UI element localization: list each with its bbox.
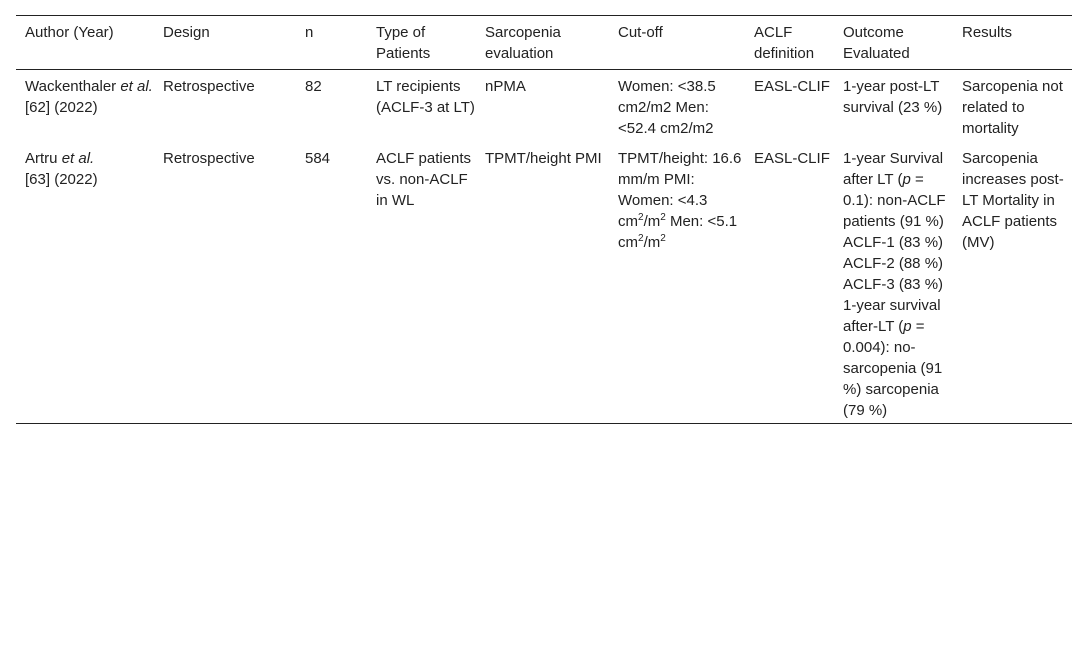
- cell-author: [16, 70, 154, 143]
- cutoff-superscript: 2: [660, 212, 666, 223]
- cutoff-superscript: 2: [638, 233, 644, 244]
- cell-outcome: 1-year post-LT survival (23 %): [843, 78, 943, 116]
- cell-results: Sarcopenia increases post-LT Mortality in ACLF patients (MV): [962, 150, 1064, 251]
- p-value-symbol: p: [903, 318, 912, 335]
- header-patients: Type of Patients: [376, 24, 431, 62]
- cutoff-text: TPMT/height: 16.6 mm/m PMI: Women: <4.3 cm: [618, 150, 742, 230]
- cutoff-text: Men: <5.1 cm: [618, 213, 738, 251]
- cell-aclf-definition: EASL-CLIF: [754, 78, 830, 95]
- cell-results: Sarcopenia not related to mortality: [962, 78, 1063, 137]
- author-ref: [62]: [25, 99, 51, 116]
- author-name: Artru: [25, 150, 62, 167]
- cell-evaluation: TPMT/height PMI: [485, 150, 602, 167]
- study-table-container: [16, 15, 1072, 424]
- cell-aclf-definition: EASL-CLIF: [754, 150, 830, 167]
- header-evaluation: Sarcopenia evaluation: [485, 24, 561, 62]
- cell-cutoff: [609, 142, 745, 424]
- cell-n: 584: [305, 150, 331, 167]
- cell-patients: LT recipients (ACLF-3 at LT): [376, 78, 475, 116]
- cutoff-superscript: 2: [638, 212, 644, 223]
- cell-author: [16, 142, 154, 424]
- p-value-symbol: p: [902, 171, 911, 188]
- cell-cutoff: Women: <38.5 cm2/m2 Men: <52.4 cm2/m2: [618, 78, 716, 137]
- header-cutoff: Cut-off: [618, 24, 663, 41]
- header-aclf-definition: ACLF definition: [754, 24, 815, 62]
- header-results: Results: [962, 24, 1013, 41]
- author-etal: et al.: [61, 150, 95, 167]
- header-outcome: Outcome Evaluated: [843, 24, 910, 62]
- table-row: [16, 142, 1072, 424]
- cell-design: Retrospective: [163, 78, 255, 95]
- cutoff-text: /m: [643, 213, 661, 230]
- author-ref: [63]: [25, 171, 51, 188]
- cell-outcome: [834, 142, 953, 424]
- cutoff-text: /m: [643, 234, 661, 251]
- cell-evaluation: nPMA: [485, 78, 526, 95]
- header-n: n: [305, 24, 314, 41]
- cell-n: 82: [305, 78, 322, 95]
- cell-patients: ACLF patients vs. non-ACLF in WL: [376, 150, 472, 209]
- header-author: Author (Year): [25, 24, 114, 41]
- outcome-text: = 0.004): no-sarcopenia (91 %) sarcopenia (79 %): [843, 318, 943, 419]
- author-year: (2022): [54, 99, 98, 116]
- outcome-text: 1-year Survival after LT (: [843, 150, 944, 188]
- table-header-row: [16, 16, 1072, 70]
- author-year: (2022): [50, 171, 98, 188]
- header-design: Design: [163, 24, 210, 41]
- author-etal: et al.: [120, 78, 153, 95]
- cell-design: Retrospective: [163, 150, 255, 167]
- sarcopenia-aclf-studies-table: [16, 15, 1072, 424]
- outcome-text: = 0.1): non-ACLF patients (91 %) ACLF-1 (83 %) ACLF-2 (88 %) ACLF-3 (83 %) 1-year survival after-LT (: [843, 171, 946, 335]
- author-name: Wackenthaler: [25, 78, 117, 95]
- cutoff-superscript: 2: [660, 233, 666, 244]
- table-row: [16, 70, 1072, 143]
